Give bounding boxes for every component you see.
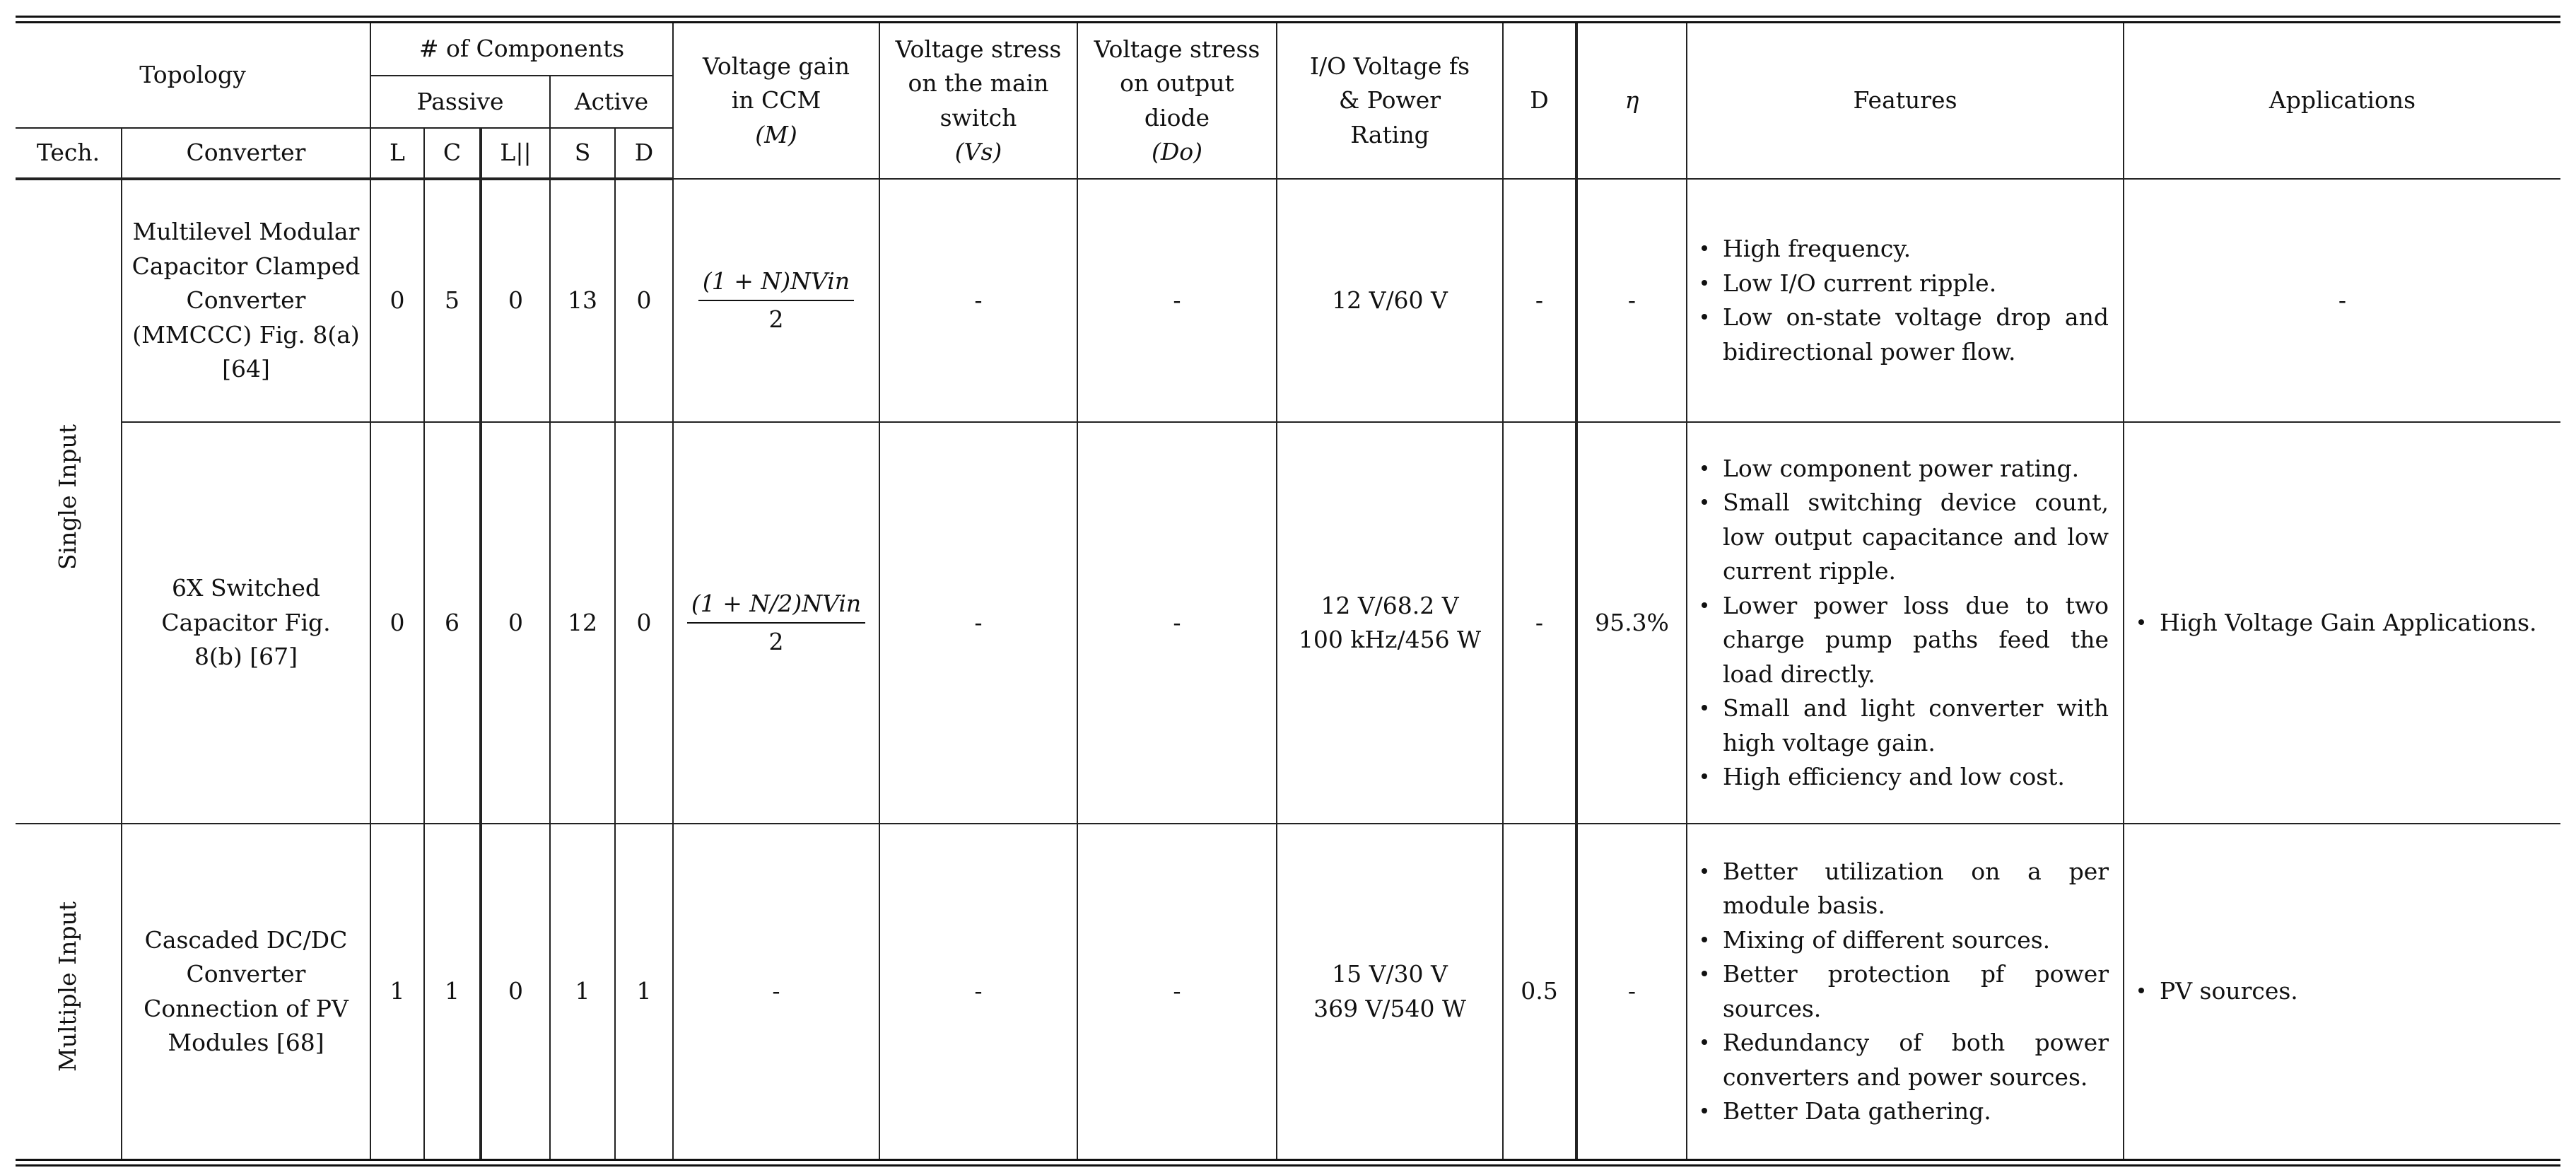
cell-switch-stress: -: [879, 422, 1077, 824]
bottom-rule: [16, 1159, 2560, 1161]
header-passive: Passive: [370, 76, 550, 128]
feature-item: Mixing of different sources.: [1723, 923, 2109, 958]
header-gain-label: Voltage gain in CCM: [703, 52, 850, 115]
features-list: [1697, 452, 2109, 795]
header-coupled-inductors: L||: [481, 128, 550, 179]
cell-diode-stress: -: [1077, 422, 1277, 824]
tech-single-input: [16, 179, 122, 824]
io-line-2: 100 kHz/456 W: [1298, 626, 1482, 653]
header-inductors: L: [370, 128, 424, 179]
tech-label: Single Input: [54, 423, 82, 570]
cell-features: [1687, 422, 2124, 824]
gain-fraction: [687, 587, 865, 660]
feature-item: Low on-state voltage drop and bidirectional power flow.: [1723, 300, 2109, 369]
header-applications: Applications: [2124, 23, 2560, 179]
cell-Lpar: 0: [481, 824, 550, 1159]
cell-efficiency: 95.3%: [1576, 422, 1687, 824]
application-item: PV sources.: [2160, 974, 2546, 1009]
cell-gain: [673, 422, 879, 824]
gain-fraction: [698, 264, 854, 337]
tech-multiple-input: [16, 824, 122, 1159]
io-line-1: 15 V/30 V: [1332, 960, 1448, 988]
header-tech: Tech.: [16, 128, 122, 179]
cell-features: [1687, 179, 2124, 422]
cell-efficiency: -: [1576, 824, 1687, 1159]
feature-item: Small switching device count, low output capacitance and low current ripple.: [1723, 486, 2109, 589]
cell-io-voltage: [1277, 824, 1503, 1159]
header-diode-stress: [1077, 23, 1277, 179]
cell-applications: [2124, 824, 2560, 1159]
feature-item: Lower power loss due to two charge pump paths feed the load directly.: [1723, 589, 2109, 692]
feature-item: Better utilization on a per module basis.: [1723, 855, 2109, 923]
io-line-1: 12 V/68.2 V: [1321, 591, 1459, 619]
bottom-rule-2: [16, 1164, 2560, 1167]
cell-L: 0: [370, 422, 424, 824]
cell-D: 0: [615, 422, 673, 824]
cell-Lpar: 0: [481, 422, 550, 824]
feature-item: High efficiency and low cost.: [1723, 760, 2109, 795]
header-gain-symbol: (M): [755, 120, 797, 148]
cell-duty: 0.5: [1503, 824, 1576, 1159]
cell-diode-stress: -: [1077, 179, 1277, 422]
feature-item: Better protection pf power sources.: [1723, 957, 2109, 1026]
gain-denominator: 2: [768, 305, 784, 333]
cell-L: 0: [370, 179, 424, 422]
features-list: [1697, 855, 2109, 1129]
header-diodes: D: [615, 128, 673, 179]
header-capacitors: C: [424, 128, 481, 179]
comparison-table-wrapper: [16, 16, 2560, 1167]
gain-denominator: 2: [768, 628, 784, 655]
cell-Lpar: 0: [481, 179, 550, 422]
features-list: [1697, 232, 2109, 369]
converter-name: 6X Switched Capacitor Fig. 8(b) [67]: [122, 422, 370, 824]
applications-list: [2134, 606, 2546, 641]
header-switch-stress: [879, 23, 1077, 179]
cell-S: 13: [550, 179, 615, 422]
cell-features: [1687, 824, 2124, 1159]
table-row: [16, 179, 2560, 422]
header-switches: S: [550, 128, 615, 179]
converter-comparison-table: [16, 23, 2560, 1159]
cell-efficiency: -: [1576, 179, 1687, 422]
application-item: High Voltage Gain Applications.: [2160, 606, 2546, 641]
header-efficiency: η: [1576, 23, 1687, 179]
cell-switch-stress: -: [879, 179, 1077, 422]
cell-duty: -: [1503, 179, 1576, 422]
header-gain: [673, 23, 879, 179]
feature-item: High frequency.: [1723, 232, 2109, 267]
cell-io-voltage: [1277, 422, 1503, 824]
cell-C: 5: [424, 179, 481, 422]
table-row: [16, 824, 2560, 1159]
cell-gain: -: [673, 824, 879, 1159]
feature-item: Low component power rating.: [1723, 452, 2109, 486]
top-rule: [16, 16, 2560, 18]
cell-duty: -: [1503, 422, 1576, 824]
feature-item: Redundancy of both power converters and power sources.: [1723, 1026, 2109, 1094]
cell-C: 6: [424, 422, 481, 824]
header-switch-stress-symbol: (Vs): [954, 138, 1002, 165]
cell-S: 12: [550, 422, 615, 824]
cell-S: 1: [550, 824, 615, 1159]
applications-list: [2134, 974, 2546, 1009]
gain-numerator: (1 + N)NVin: [698, 264, 854, 302]
cell-D: 0: [615, 179, 673, 422]
converter-name: Multilevel Modular Capacitor Clamped Converter (MMCCC) Fig. 8(a) [64]: [122, 179, 370, 422]
header-active: Active: [550, 76, 673, 128]
cell-applications: -: [2124, 179, 2560, 422]
cell-io-voltage: [1277, 179, 1503, 422]
tech-label: Multiple Input: [54, 901, 82, 1072]
header-switch-stress-label: Voltage stress on the main switch: [895, 35, 1062, 131]
header-components: # of Components: [370, 23, 673, 76]
cell-applications: [2124, 422, 2560, 824]
header-duty: D: [1503, 23, 1576, 179]
cell-gain: [673, 179, 879, 422]
header-topology: Topology: [16, 23, 370, 128]
feature-item: Low I/O current ripple.: [1723, 267, 2109, 301]
header-converter: Converter: [122, 128, 370, 179]
feature-item: Small and light converter with high voltage gain.: [1723, 691, 2109, 760]
feature-item: Better Data gathering.: [1723, 1094, 2109, 1129]
converter-name: Cascaded DC/DC Converter Connection of PV Modules [68]: [122, 824, 370, 1159]
cell-diode-stress: -: [1077, 824, 1277, 1159]
cell-L: 1: [370, 824, 424, 1159]
io-line-2: 369 V/540 W: [1313, 994, 1466, 1022]
header-diode-stress-label: Voltage stress on output diode: [1094, 35, 1260, 131]
cell-D: 1: [615, 824, 673, 1159]
cell-C: 1: [424, 824, 481, 1159]
header-features: Features: [1687, 23, 2124, 179]
header-diode-stress-symbol: (Do): [1151, 138, 1203, 165]
gain-numerator: (1 + N/2)NVin: [687, 587, 865, 624]
cell-switch-stress: -: [879, 824, 1077, 1159]
header-io-voltage: I/O Voltage fs & Power Rating: [1277, 23, 1503, 179]
table-row: [16, 422, 2560, 824]
io-line-1: 12 V/60 V: [1332, 286, 1448, 314]
